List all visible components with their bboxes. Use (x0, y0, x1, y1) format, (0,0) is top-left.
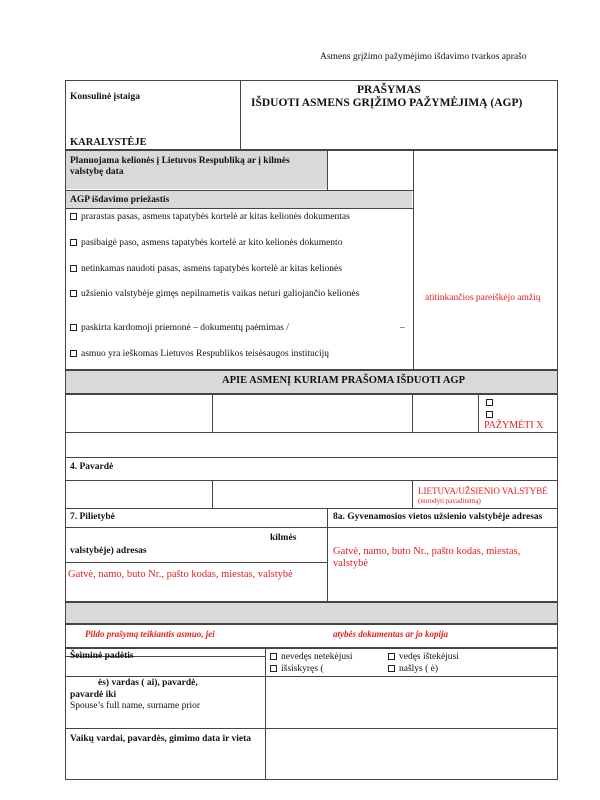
travel-date-label-2: valstybę data (70, 167, 124, 177)
checkbox-icon[interactable] (70, 290, 77, 297)
address-hint-right-1: Gatvė, namo, buto Nr., pašto kodas, miestas, (333, 546, 521, 557)
checkbox-icon[interactable] (270, 653, 277, 660)
spouse-label-3: Spouse’s full name, surname prior (70, 701, 201, 711)
checkbox-icon[interactable] (270, 665, 277, 672)
filler-separator (65, 602, 558, 624)
title-line1: PRAŠYMAS (357, 84, 421, 96)
header-note: Asmens grįžimo pažymėjimo išdavimo tvarkos aprašo (320, 52, 527, 62)
checkbox-icon[interactable] (70, 265, 77, 272)
travel-date-input[interactable] (330, 152, 410, 188)
reason-option-6[interactable]: asmuo yra ieškomas Lietuvos Respublikos teisėsaugos institucijų (70, 349, 329, 360)
photo-note: atitinkančios pareiškėjo amžių (425, 293, 541, 303)
checkbox-icon[interactable] (70, 324, 77, 331)
reason-option-5-dash: – (400, 323, 405, 333)
marital-option-divorced[interactable]: išsiskyręs ( (270, 664, 324, 675)
country-note-2: (nurodyti pavadinimą) (418, 497, 481, 505)
foreign-address-label: 8a. Gyvenamosios vietos užsienio valstybėje adresas (333, 512, 543, 522)
marital-label: Šeiminė padėtis (70, 651, 134, 661)
checkbox-icon[interactable] (486, 399, 493, 406)
origin-kilmes: kilmės (270, 533, 297, 543)
reason-option-4[interactable]: užsienio valstybėje gimęs nepilnametis vaikas neturi galiojančio kelionės (70, 289, 359, 300)
reason-option-3[interactable]: netinkamas naudoti pasas, asmens tapatybės kortelė ar kitas kelionės (70, 264, 342, 275)
checkbox-icon[interactable] (70, 213, 77, 220)
checkbox-icon[interactable] (388, 653, 395, 660)
surname-input[interactable] (215, 459, 555, 478)
checkbox-icon[interactable] (70, 350, 77, 357)
reason-option-1[interactable]: prarastas pasas, asmens tapatybės kortelė ar kitas kelionės dokumentas (70, 212, 350, 223)
filler-note-left: Pildo prašymą teikiantis asmuo, jei (85, 629, 215, 639)
filler-note-right: atybės dokumentas ar jo kopija (333, 629, 449, 639)
marital-option-married[interactable]: vedęs ištekėjusi (388, 652, 459, 663)
children-label: Vaikų vardai, pavardės, gimimo data ir vieta (70, 734, 252, 744)
consulate-label: Konsulinė įstaiga (70, 92, 140, 102)
kingdom-label: KARALYSTĖJE (70, 137, 147, 148)
checkbox-icon[interactable] (388, 665, 395, 672)
spouse-input[interactable] (268, 679, 556, 726)
checkbox-icon[interactable] (70, 239, 77, 246)
mark-x-label: PAŽYMĖTI X (484, 420, 544, 431)
mark-checkbox-1[interactable] (486, 397, 497, 407)
marital-option-widowed[interactable]: našlys ( ė) (388, 664, 438, 675)
reason-option-2[interactable]: pasibaigė paso, asmens tapatybės kortelė ar kito kelionės dokumento (70, 238, 342, 249)
origin-address-label: valstybėje) adresas (70, 546, 147, 556)
mark-checkbox-2[interactable] (486, 409, 497, 419)
title-line2: IŠDUOTI ASMENS GRĮŽIMO PAŽYMĖJIMĄ (AGP) (251, 97, 523, 109)
surname-label: 4. Pavardė (70, 462, 114, 472)
citizenship-label: 7. Pilietybė (70, 512, 115, 522)
reason-option-5[interactable]: paskirta kardomoji priemonė – dokumentų paėmimas / (70, 323, 289, 334)
marital-option-single[interactable]: nevedęs netekėjusi (270, 652, 353, 663)
spouse-label-2: pavardė iki (70, 690, 117, 700)
children-input[interactable] (268, 731, 556, 778)
reason-label: AGP išdavimo priežastis (70, 195, 170, 205)
photo-area (416, 153, 556, 367)
spouse-label-1: ės) vardas ( ai), pavardė, (98, 678, 198, 688)
address-hint-right-2: valstybė (333, 558, 368, 569)
travel-date-label-1: Planuojama kelionės į Lietuvos Respubliką ar į kilmės (70, 156, 290, 166)
address-hint-left: Gatvė, namo, buto Nr., pašto kodas, miestas, valstybė (68, 569, 293, 580)
section-about-title: APIE ASMENĮ KURIAM PRAŠOMA IŠDUOTI AGP (222, 375, 465, 386)
country-note-1: LIETUVA/UŽSIENIO VALSTYBĖ (418, 486, 548, 496)
checkbox-icon[interactable] (486, 411, 493, 418)
